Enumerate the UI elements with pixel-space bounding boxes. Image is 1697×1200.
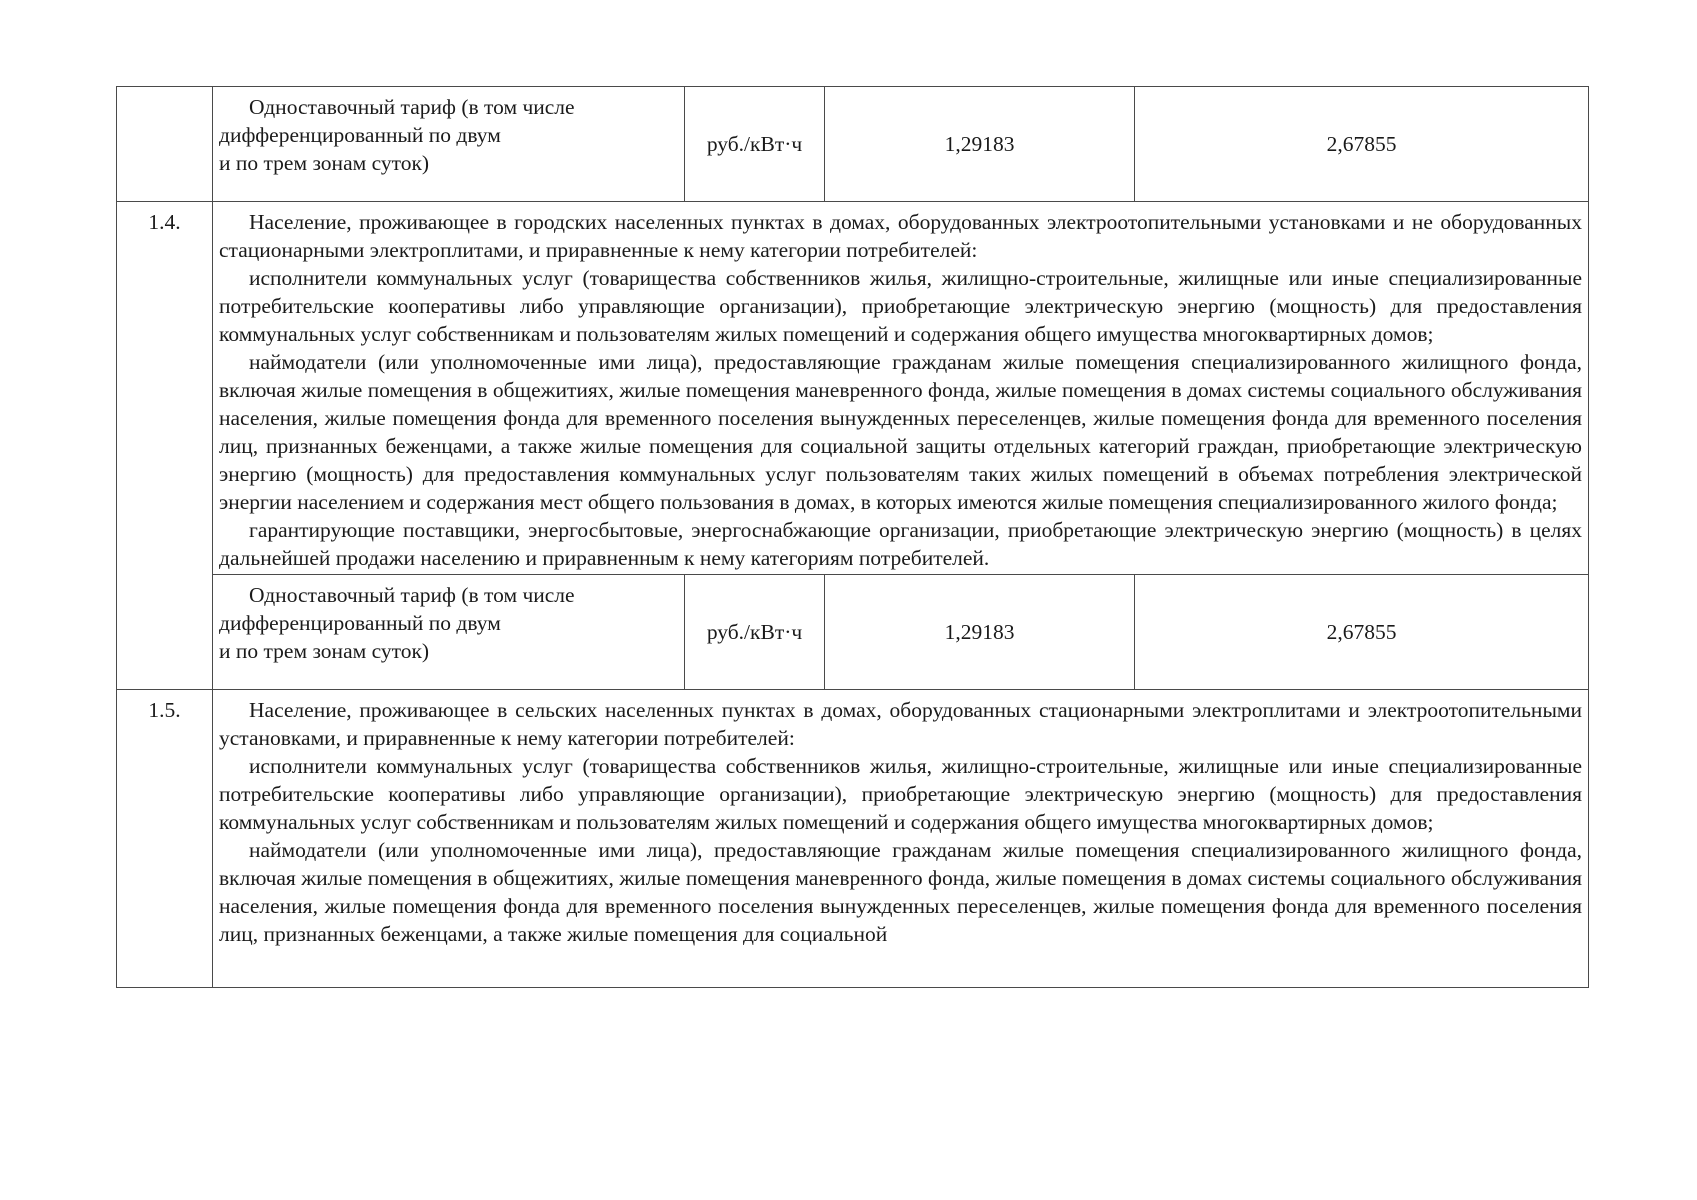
tariff-value-2: 2,67855 [1135, 87, 1589, 202]
table-row [117, 575, 1589, 690]
unit-cell: руб./кВт·ч [685, 575, 825, 690]
paragraph: исполнители коммунальных услуг (товарищества собственников жилья, жилищно-строительные, жилищные или иные специализированные потребительские кооперативы либо управляющие организации), приобретающие электрическую энергию (мощность) для предоставления коммунальных услуг собственникам и пользователям жилых помещений и содержания общего имущества многоквартирных домов; [219, 754, 1582, 834]
table-row [117, 87, 1589, 202]
unit-cell: руб./кВт·ч [685, 87, 825, 202]
tariff-name-line: дифференцированный по двум [219, 123, 501, 147]
paragraph: Население, проживающее в городских населенных пунктах в домах, оборудованных электроотопительными установками и не оборудованных стационарными электроплитами, и приравненные к нему категории потребителей: [219, 210, 1582, 262]
tariff-name-cell [213, 87, 685, 202]
tariff-value-2: 2,67855 [1135, 575, 1589, 690]
number-cell [117, 87, 213, 202]
tariff-name-line: Одноставочный тариф (в том числе [249, 583, 575, 607]
tariff-name-line: и по трем зонам суток) [219, 151, 430, 175]
tariff-value-1: 1,29183 [825, 87, 1135, 202]
tariff-name-line: и по трем зонам суток) [219, 639, 430, 663]
table-row [117, 202, 1589, 575]
tariff-value-1: 1,29183 [825, 575, 1135, 690]
tariff-name-line: дифференцированный по двум [219, 611, 501, 635]
tariff-name-cell [213, 575, 685, 690]
paragraph: Население, проживающее в сельских населенных пунктах в домах, оборудованных стационарными электроплитами и электроотопительными установками, и приравненные к нему категории потребителей: [219, 698, 1582, 750]
row-number: 1.5. [117, 690, 213, 988]
tariff-table [116, 86, 1589, 988]
row-number: 1.4. [117, 202, 213, 690]
category-description [213, 690, 1589, 988]
paragraph: исполнители коммунальных услуг (товарищества собственников жилья, жилищно-строительные, жилищные или иные специализированные потребительские кооперативы либо управляющие организации), приобретающие электрическую энергию (мощность) для предоставления коммунальных услуг собственникам и пользователям жилых помещений и содержания общего имущества многоквартирных домов; [219, 266, 1582, 346]
category-description [213, 202, 1589, 575]
table-row [117, 690, 1589, 988]
paragraph: наймодатели (или уполномоченные ими лица), предоставляющие гражданам жилые помещения специализированного жилищного фонда, включая жилые помещения в общежитиях, жилые помещения маневренного фонда, жилые помещения в домах системы социального обслуживания населения, жилые помещения фонда для временного поселения вынужденных переселенцев, жилые помещения фонда для временного поселения лиц, признанных беженцами, а также жилые помещения для социальной [219, 838, 1582, 946]
tariff-name-line: Одноставочный тариф (в том числе [249, 95, 575, 119]
paragraph: гарантирующие поставщики, энергосбытовые, энергоснабжающие организации, приобретающие электрическую энергию (мощность) в целях дальнейшей продажи населению и приравненным к нему категориям потребителей. [219, 518, 1582, 570]
paragraph: наймодатели (или уполномоченные ими лица), предоставляющие гражданам жилые помещения специализированного жилищного фонда, включая жилые помещения в общежитиях, жилые помещения маневренного фонда, жилые помещения в домах системы социального обслуживания населения, жилые помещения фонда для временного поселения вынужденных переселенцев, жилые помещения фонда для временного поселения лиц, признанных беженцами, а также жилые помещения для социальной защиты отдельных категорий граждан, приобретающие электрическую энергию (мощность) для предоставления коммунальных услуг пользователям таких жилых помещений в объемах потребления электрической энергии населением и содержания мест общего пользования в домах, в которых имеются жилые помещения специализированного жилого фонда; [219, 350, 1582, 514]
